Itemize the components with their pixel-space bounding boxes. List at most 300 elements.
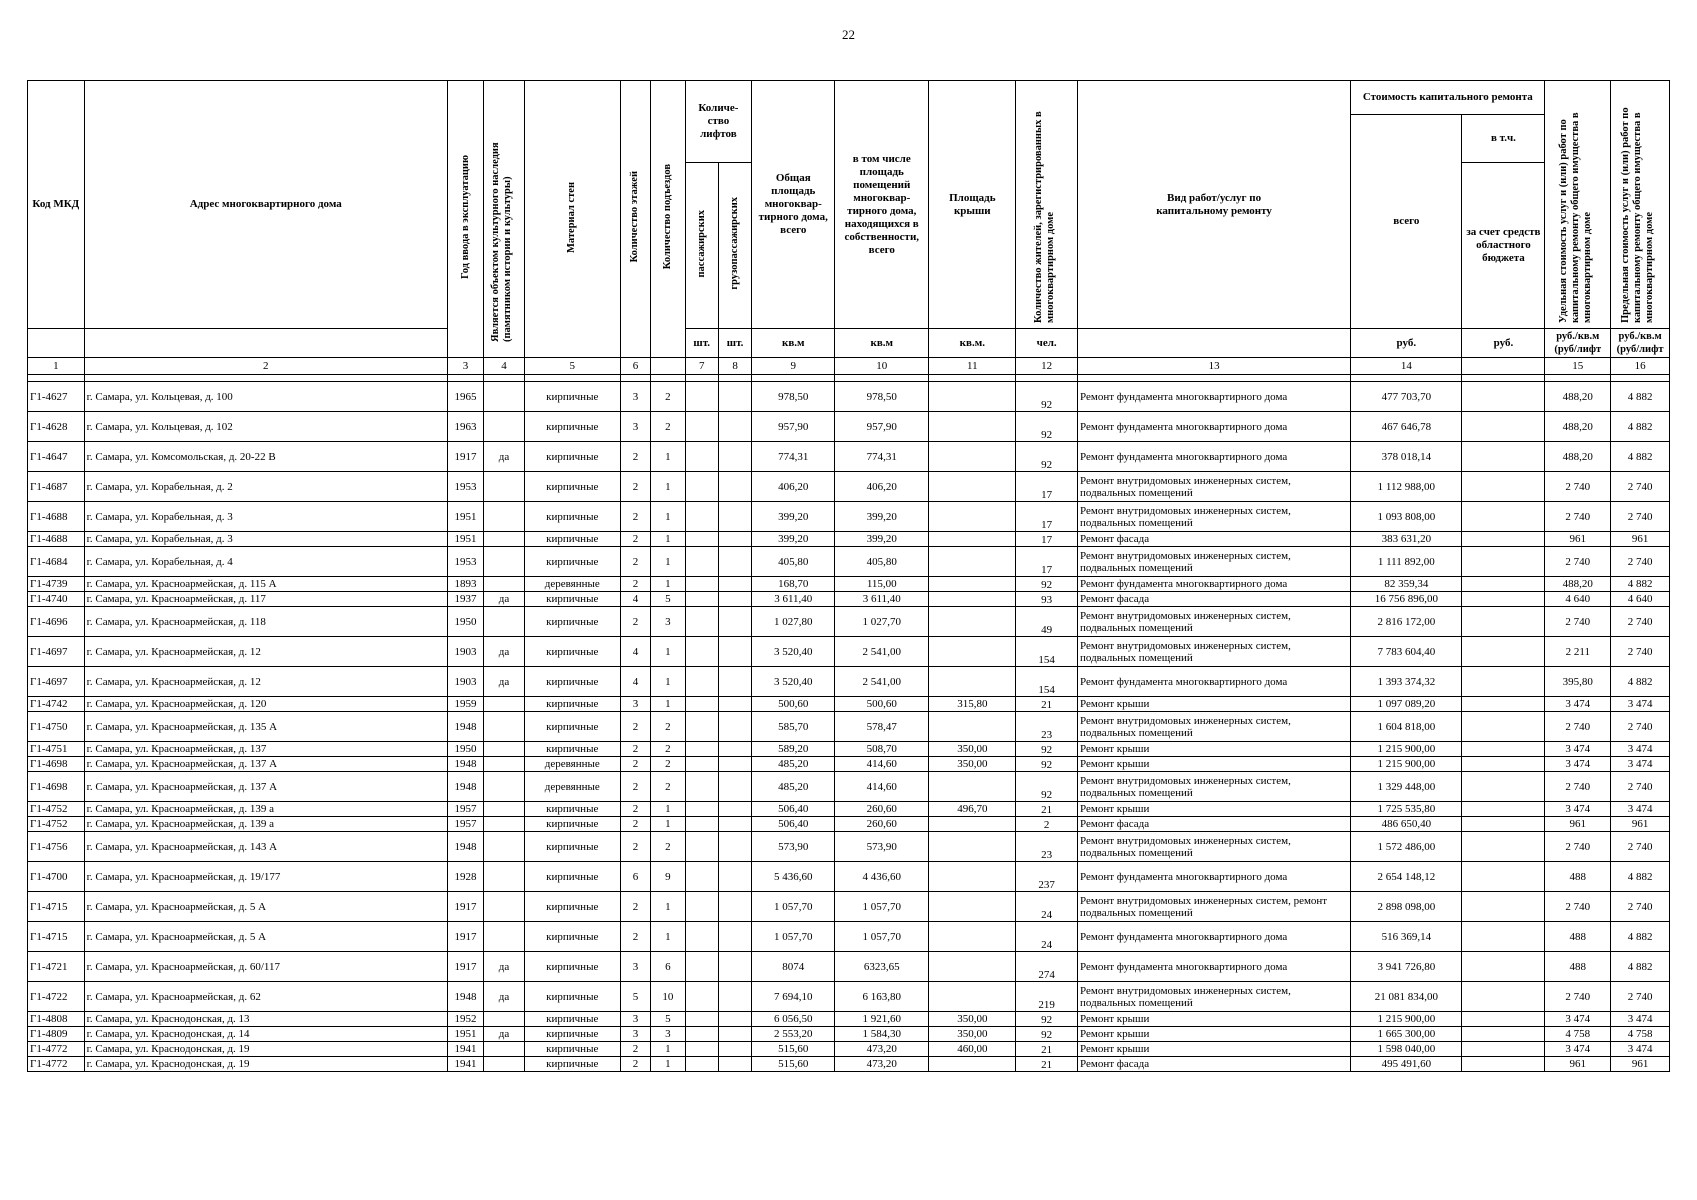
residents-count-cell: 92: [1016, 757, 1078, 772]
total-area-cell: 3 520,40: [752, 667, 835, 697]
cargo-lifts-cell: [718, 892, 751, 922]
address-cell: г. Самара, ул. Корабельная, д. 4: [84, 547, 447, 577]
owned-area-cell: 1 584,30: [835, 1027, 929, 1042]
roof-area-cell: [929, 922, 1016, 952]
column-number: 12: [1016, 358, 1078, 375]
floors-count-cell: 3: [620, 697, 650, 712]
passenger-lifts-cell: [685, 532, 718, 547]
roof-area-cell: 496,70: [929, 802, 1016, 817]
mkd-code-cell: Г1-4697: [28, 637, 85, 667]
floors-count-cell: 2: [620, 757, 650, 772]
limit-cost-cell: 3 474: [1611, 742, 1670, 757]
work-type-cell: Ремонт фундамента многоквартирного дома: [1078, 382, 1351, 412]
owned-area-cell: 260,60: [835, 817, 929, 832]
wall-material-cell: кирпичные: [524, 502, 620, 532]
cargo-lifts-cell: [718, 697, 751, 712]
cargo-lifts-cell: [718, 607, 751, 637]
floors-count-cell: 3: [620, 382, 650, 412]
limit-cost-cell: 3 474: [1611, 697, 1670, 712]
address-cell: г. Самара, ул. Красноармейская, д. 5 А: [84, 922, 447, 952]
owned-area-cell: 1 921,60: [835, 1012, 929, 1027]
table-row: [28, 742, 1670, 757]
passenger-lifts-cell: [685, 1012, 718, 1027]
wall-material-cell: кирпичные: [524, 532, 620, 547]
table-row: [28, 892, 1670, 922]
table-row: [28, 772, 1670, 802]
wall-material-cell: кирпичные: [524, 592, 620, 607]
header-lifts-cargo: грузопассажирских: [718, 163, 751, 329]
header-cost-budget: за счет средств областного бюджета: [1462, 163, 1545, 329]
total-area-cell: 506,40: [752, 817, 835, 832]
work-type-cell: Ремонт внутридомовых инженерных систем, подвальных помещений: [1078, 772, 1351, 802]
cost-budget-cell: [1462, 1012, 1545, 1027]
floors-count-cell: 2: [620, 892, 650, 922]
cost-budget-cell: [1462, 412, 1545, 442]
header-walls: Материал стен: [524, 81, 620, 358]
cargo-lifts-cell: [718, 922, 751, 952]
address-cell: г. Самара, ул. Красноармейская, д. 137: [84, 742, 447, 757]
heritage-flag-cell: [484, 1012, 524, 1027]
cargo-lifts-cell: [718, 382, 751, 412]
cost-total-cell: 1 111 892,00: [1351, 547, 1462, 577]
entrances-count-cell: 1: [651, 472, 685, 502]
residents-count-cell: 23: [1016, 712, 1078, 742]
residents-count-cell: 49: [1016, 607, 1078, 637]
floors-count-cell: 2: [620, 502, 650, 532]
work-type-cell: Ремонт фасада: [1078, 592, 1351, 607]
limit-cost-cell: 4 882: [1611, 382, 1670, 412]
floors-count-cell: 3: [620, 1012, 650, 1027]
limit-cost-cell: 2 740: [1611, 892, 1670, 922]
limit-cost-cell: 961: [1611, 817, 1670, 832]
cost-total-cell: 1 572 486,00: [1351, 832, 1462, 862]
passenger-lifts-cell: [685, 1057, 718, 1072]
column-number: 5: [524, 358, 620, 375]
column-number: 3: [447, 358, 483, 375]
cost-total-cell: 1 393 374,32: [1351, 667, 1462, 697]
owned-area-cell: 6323,65: [835, 952, 929, 982]
owned-area-cell: 414,60: [835, 772, 929, 802]
address-cell: г. Самара, ул. Корабельная, д. 3: [84, 532, 447, 547]
year-built-cell: 1941: [447, 1057, 483, 1072]
entrances-count-cell: 1: [651, 697, 685, 712]
year-built-cell: 1959: [447, 697, 483, 712]
cost-budget-cell: [1462, 772, 1545, 802]
address-cell: г. Самара, ул. Красноармейская, д. 137 А: [84, 757, 447, 772]
address-cell: г. Самара, ул. Красноармейская, д. 139 а: [84, 817, 447, 832]
column-number: 13: [1078, 358, 1351, 375]
table-row: [28, 547, 1670, 577]
column-number: [651, 358, 685, 375]
entrances-count-cell: 1: [651, 667, 685, 697]
residents-count-cell: 17: [1016, 472, 1078, 502]
unit-cost-cell: 961: [1545, 532, 1611, 547]
cargo-lifts-cell: [718, 547, 751, 577]
cost-total-cell: 2 654 148,12: [1351, 862, 1462, 892]
residents-count-cell: 21: [1016, 697, 1078, 712]
passenger-lifts-cell: [685, 472, 718, 502]
cost-budget-cell: [1462, 1027, 1545, 1042]
address-cell: г. Самара, ул. Краснодонская, д. 19: [84, 1042, 447, 1057]
floors-count-cell: 2: [620, 1057, 650, 1072]
owned-area-cell: 2 541,00: [835, 637, 929, 667]
entrances-count-cell: 1: [651, 442, 685, 472]
unit-cost-budget: руб.: [1462, 329, 1545, 358]
mkd-code-cell: Г1-4808: [28, 1012, 85, 1027]
heritage-flag-cell: да: [484, 592, 524, 607]
limit-cost-cell: 961: [1611, 1057, 1670, 1072]
work-type-cell: Ремонт внутридомовых инженерных систем, подвальных помещений: [1078, 472, 1351, 502]
heritage-flag-cell: [484, 607, 524, 637]
work-type-cell: Ремонт крыши: [1078, 802, 1351, 817]
floors-count-cell: 4: [620, 667, 650, 697]
mkd-code-cell: Г1-4772: [28, 1042, 85, 1057]
wall-material-cell: кирпичные: [524, 832, 620, 862]
cargo-lifts-cell: [718, 772, 751, 802]
cost-total-cell: 1 093 808,00: [1351, 502, 1462, 532]
residents-count-cell: 21: [1016, 802, 1078, 817]
unit-lifts-passenger: шт.: [685, 329, 718, 358]
heritage-flag-cell: [484, 742, 524, 757]
heritage-flag-cell: [484, 472, 524, 502]
passenger-lifts-cell: [685, 442, 718, 472]
residents-count-cell: 17: [1016, 547, 1078, 577]
passenger-lifts-cell: [685, 772, 718, 802]
year-built-cell: 1948: [447, 757, 483, 772]
work-type-cell: Ремонт фасада: [1078, 532, 1351, 547]
year-built-cell: 1893: [447, 577, 483, 592]
unit-cost-cell: 3 474: [1545, 802, 1611, 817]
cost-total-cell: 1 215 900,00: [1351, 757, 1462, 772]
table-row: [28, 952, 1670, 982]
cargo-lifts-cell: [718, 1012, 751, 1027]
floors-count-cell: 2: [620, 532, 650, 547]
unit-cost-cell: 4 640: [1545, 592, 1611, 607]
total-area-cell: 515,60: [752, 1057, 835, 1072]
work-type-cell: Ремонт фундамента многоквартирного дома: [1078, 442, 1351, 472]
floors-count-cell: 4: [620, 637, 650, 667]
header-cost-incl: в т.ч.: [1462, 115, 1545, 163]
passenger-lifts-cell: [685, 607, 718, 637]
entrances-count-cell: 1: [651, 892, 685, 922]
mkd-code-cell: Г1-4715: [28, 922, 85, 952]
entrances-count-cell: 1: [651, 1057, 685, 1072]
heritage-flag-cell: [484, 532, 524, 547]
residents-count-cell: 92: [1016, 577, 1078, 592]
floors-count-cell: 2: [620, 802, 650, 817]
total-area-cell: 6 056,50: [752, 1012, 835, 1027]
unit-cost-cell: 3 474: [1545, 1012, 1611, 1027]
roof-area-cell: [929, 577, 1016, 592]
entrances-count-cell: 3: [651, 1027, 685, 1042]
header-year: Год ввода в эксплуатацию: [447, 81, 483, 358]
limit-cost-cell: 3 474: [1611, 1012, 1670, 1027]
header-cost: Стоимость капитального ремонта: [1351, 81, 1545, 115]
roof-area-cell: 460,00: [929, 1042, 1016, 1057]
mkd-code-cell: Г1-4647: [28, 442, 85, 472]
owned-area-cell: 260,60: [835, 802, 929, 817]
roof-area-cell: [929, 832, 1016, 862]
roof-area-cell: [929, 712, 1016, 742]
passenger-lifts-cell: [685, 577, 718, 592]
wall-material-cell: кирпичные: [524, 982, 620, 1012]
mkd-code-cell: Г1-4722: [28, 982, 85, 1012]
unit-cost-cell: 3 474: [1545, 757, 1611, 772]
limit-cost-cell: 3 474: [1611, 1042, 1670, 1057]
roof-area-cell: [929, 442, 1016, 472]
table-row: [28, 712, 1670, 742]
header-lifts-passenger: пассажирских: [685, 163, 718, 329]
passenger-lifts-cell: [685, 892, 718, 922]
passenger-lifts-cell: [685, 952, 718, 982]
total-area-cell: 3 520,40: [752, 637, 835, 667]
column-number: 11: [929, 358, 1016, 375]
cost-budget-cell: [1462, 442, 1545, 472]
table-row: [28, 442, 1670, 472]
year-built-cell: 1953: [447, 547, 483, 577]
total-area-cell: 978,50: [752, 382, 835, 412]
wall-material-cell: деревянные: [524, 772, 620, 802]
roof-area-cell: 350,00: [929, 757, 1016, 772]
cost-total-cell: 16 756 896,00: [1351, 592, 1462, 607]
table-row: [28, 1027, 1670, 1042]
mkd-code-cell: Г1-4688: [28, 532, 85, 547]
floors-count-cell: 3: [620, 952, 650, 982]
unit-area-owned: кв.м: [835, 329, 929, 358]
floors-count-cell: 6: [620, 862, 650, 892]
cost-budget-cell: [1462, 952, 1545, 982]
residents-count-cell: 2: [1016, 817, 1078, 832]
address-cell: г. Самара, ул. Комсомольская, д. 20-22 В: [84, 442, 447, 472]
heritage-flag-cell: да: [484, 637, 524, 667]
total-area-cell: 1 027,80: [752, 607, 835, 637]
address-cell: г. Самара, ул. Красноармейская, д. 135 А: [84, 712, 447, 742]
mkd-code-cell: Г1-4697: [28, 667, 85, 697]
passenger-lifts-cell: [685, 802, 718, 817]
roof-area-cell: [929, 1057, 1016, 1072]
roof-area-cell: [929, 472, 1016, 502]
mkd-code-cell: Г1-4739: [28, 577, 85, 592]
wall-material-cell: деревянные: [524, 577, 620, 592]
passenger-lifts-cell: [685, 382, 718, 412]
column-number: 9: [752, 358, 835, 375]
address-cell: г. Самара, ул. Краснодонская, д. 14: [84, 1027, 447, 1042]
cargo-lifts-cell: [718, 472, 751, 502]
cost-total-cell: 3 941 726,80: [1351, 952, 1462, 982]
heritage-flag-cell: да: [484, 952, 524, 982]
passenger-lifts-cell: [685, 1042, 718, 1057]
work-type-cell: Ремонт внутридомовых инженерных систем, подвальных помещений: [1078, 547, 1351, 577]
unit-cost-cell: 3 474: [1545, 1042, 1611, 1057]
work-type-cell: Ремонт крыши: [1078, 697, 1351, 712]
table-row: [28, 607, 1670, 637]
limit-cost-cell: 2 740: [1611, 637, 1670, 667]
owned-area-cell: 978,50: [835, 382, 929, 412]
year-built-cell: 1953: [447, 472, 483, 502]
header-area-total: Общая площадь многоквар- тирного дома, всего: [752, 81, 835, 329]
total-area-cell: 2 553,20: [752, 1027, 835, 1042]
owned-area-cell: 399,20: [835, 532, 929, 547]
table-row: [28, 637, 1670, 667]
year-built-cell: 1903: [447, 637, 483, 667]
heritage-flag-cell: [484, 577, 524, 592]
total-area-cell: 774,31: [752, 442, 835, 472]
roof-area-cell: [929, 772, 1016, 802]
header-floors: Количество этажей: [620, 81, 650, 358]
year-built-cell: 1903: [447, 667, 483, 697]
year-built-cell: 1965: [447, 382, 483, 412]
residents-count-cell: 21: [1016, 1042, 1078, 1057]
owned-area-cell: 1 027,70: [835, 607, 929, 637]
year-built-cell: 1948: [447, 832, 483, 862]
column-number: 4: [484, 358, 524, 375]
roof-area-cell: [929, 607, 1016, 637]
cost-budget-cell: [1462, 667, 1545, 697]
unit-cost-cell: 488: [1545, 952, 1611, 982]
residents-count-cell: 23: [1016, 832, 1078, 862]
cost-budget-cell: [1462, 742, 1545, 757]
entrances-count-cell: 2: [651, 382, 685, 412]
entrances-count-cell: 2: [651, 832, 685, 862]
owned-area-cell: 4 436,60: [835, 862, 929, 892]
roof-area-cell: [929, 862, 1016, 892]
roof-area-cell: 315,80: [929, 697, 1016, 712]
heritage-flag-cell: [484, 1042, 524, 1057]
heritage-flag-cell: [484, 862, 524, 892]
unit-limit-cost: руб./кв.м (руб/лифт: [1611, 329, 1670, 358]
cargo-lifts-cell: [718, 592, 751, 607]
unit-cost-cell: 488: [1545, 862, 1611, 892]
work-type-cell: Ремонт крыши: [1078, 1042, 1351, 1057]
cost-budget-cell: [1462, 802, 1545, 817]
cost-total-cell: 21 081 834,00: [1351, 982, 1462, 1012]
cargo-lifts-cell: [718, 742, 751, 757]
cargo-lifts-cell: [718, 532, 751, 547]
total-area-cell: 406,20: [752, 472, 835, 502]
entrances-count-cell: 2: [651, 712, 685, 742]
unit-cost-cell: 488: [1545, 922, 1611, 952]
floors-count-cell: 2: [620, 742, 650, 757]
roof-area-cell: [929, 412, 1016, 442]
entrances-count-cell: 2: [651, 757, 685, 772]
unit-cost-cell: 2 740: [1545, 892, 1611, 922]
cost-total-cell: 7 783 604,40: [1351, 637, 1462, 667]
limit-cost-cell: 2 740: [1611, 472, 1670, 502]
entrances-count-cell: 3: [651, 607, 685, 637]
cost-total-cell: 486 650,40: [1351, 817, 1462, 832]
passenger-lifts-cell: [685, 742, 718, 757]
total-area-cell: 8074: [752, 952, 835, 982]
passenger-lifts-cell: [685, 547, 718, 577]
header-heritage: Является объектом культурного наследия (памятником истории и культуры): [484, 81, 524, 358]
unit-cost-cell: 488,20: [1545, 382, 1611, 412]
cost-budget-cell: [1462, 607, 1545, 637]
unit-cost-cell: 2 740: [1545, 772, 1611, 802]
roof-area-cell: [929, 532, 1016, 547]
mkd-code-cell: Г1-4721: [28, 952, 85, 982]
work-type-cell: Ремонт крыши: [1078, 1012, 1351, 1027]
limit-cost-cell: 4 758: [1611, 1027, 1670, 1042]
table-row: [28, 832, 1670, 862]
heritage-flag-cell: [484, 412, 524, 442]
residents-count-cell: 17: [1016, 502, 1078, 532]
header-area-owned: в том числе площадь помещений многоквар- тирного дома, находящихся в собственности, всего: [835, 81, 929, 329]
heritage-flag-cell: да: [484, 667, 524, 697]
floors-count-cell: 3: [620, 1027, 650, 1042]
address-cell: г. Самара, ул. Корабельная, д. 2: [84, 472, 447, 502]
year-built-cell: 1957: [447, 817, 483, 832]
entrances-count-cell: 2: [651, 412, 685, 442]
limit-cost-cell: 4 882: [1611, 442, 1670, 472]
total-area-cell: 5 436,60: [752, 862, 835, 892]
cost-total-cell: 1 215 900,00: [1351, 1012, 1462, 1027]
cost-budget-cell: [1462, 982, 1545, 1012]
cost-budget-cell: [1462, 637, 1545, 667]
total-area-cell: 957,90: [752, 412, 835, 442]
year-built-cell: 1950: [447, 607, 483, 637]
work-type-cell: Ремонт фасада: [1078, 817, 1351, 832]
wall-material-cell: кирпичные: [524, 472, 620, 502]
owned-area-cell: 406,20: [835, 472, 929, 502]
wall-material-cell: кирпичные: [524, 382, 620, 412]
mkd-code-cell: Г1-4742: [28, 697, 85, 712]
unit-area-total: кв.м: [752, 329, 835, 358]
floors-count-cell: 2: [620, 832, 650, 862]
owned-area-cell: 774,31: [835, 442, 929, 472]
unit-cost-cell: 961: [1545, 817, 1611, 832]
limit-cost-cell: 2 740: [1611, 607, 1670, 637]
work-type-cell: Ремонт крыши: [1078, 1027, 1351, 1042]
mkd-code-cell: Г1-4752: [28, 817, 85, 832]
work-type-cell: Ремонт крыши: [1078, 757, 1351, 772]
cargo-lifts-cell: [718, 757, 751, 772]
residents-count-cell: 21: [1016, 1057, 1078, 1072]
unit-cost-cell: 2 740: [1545, 502, 1611, 532]
wall-material-cell: кирпичные: [524, 1012, 620, 1027]
owned-area-cell: 573,90: [835, 832, 929, 862]
passenger-lifts-cell: [685, 637, 718, 667]
wall-material-cell: кирпичные: [524, 607, 620, 637]
heritage-flag-cell: [484, 712, 524, 742]
table-row: [28, 1012, 1670, 1027]
address-cell: г. Самара, ул. Красноармейская, д. 115 А: [84, 577, 447, 592]
unit-residents: чел.: [1016, 329, 1078, 358]
total-area-cell: 485,20: [752, 757, 835, 772]
table-row: [28, 412, 1670, 442]
cost-budget-cell: [1462, 577, 1545, 592]
work-type-cell: Ремонт внутридомовых инженерных систем, подвальных помещений: [1078, 982, 1351, 1012]
work-type-cell: Ремонт внутридомовых инженерных систем, подвальных помещений: [1078, 607, 1351, 637]
mkd-code-cell: Г1-4700: [28, 862, 85, 892]
address-cell: г. Самара, ул. Красноармейская, д. 19/177: [84, 862, 447, 892]
wall-material-cell: кирпичные: [524, 667, 620, 697]
unit-cost-total: руб.: [1351, 329, 1462, 358]
cost-budget-cell: [1462, 922, 1545, 952]
unit-cost-cell: 488,20: [1545, 412, 1611, 442]
work-type-cell: Ремонт внутридомовых инженерных систем, подвальных помещений: [1078, 637, 1351, 667]
entrances-count-cell: 1: [651, 577, 685, 592]
year-built-cell: 1917: [447, 442, 483, 472]
entrances-count-cell: 1: [651, 547, 685, 577]
entrances-count-cell: 10: [651, 982, 685, 1012]
work-type-cell: Ремонт крыши: [1078, 742, 1351, 757]
table-row: [28, 592, 1670, 607]
owned-area-cell: 957,90: [835, 412, 929, 442]
floors-count-cell: 5: [620, 982, 650, 1012]
table-row: [28, 1042, 1670, 1057]
address-cell: г. Самара, ул. Корабельная, д. 3: [84, 502, 447, 532]
passenger-lifts-cell: [685, 592, 718, 607]
